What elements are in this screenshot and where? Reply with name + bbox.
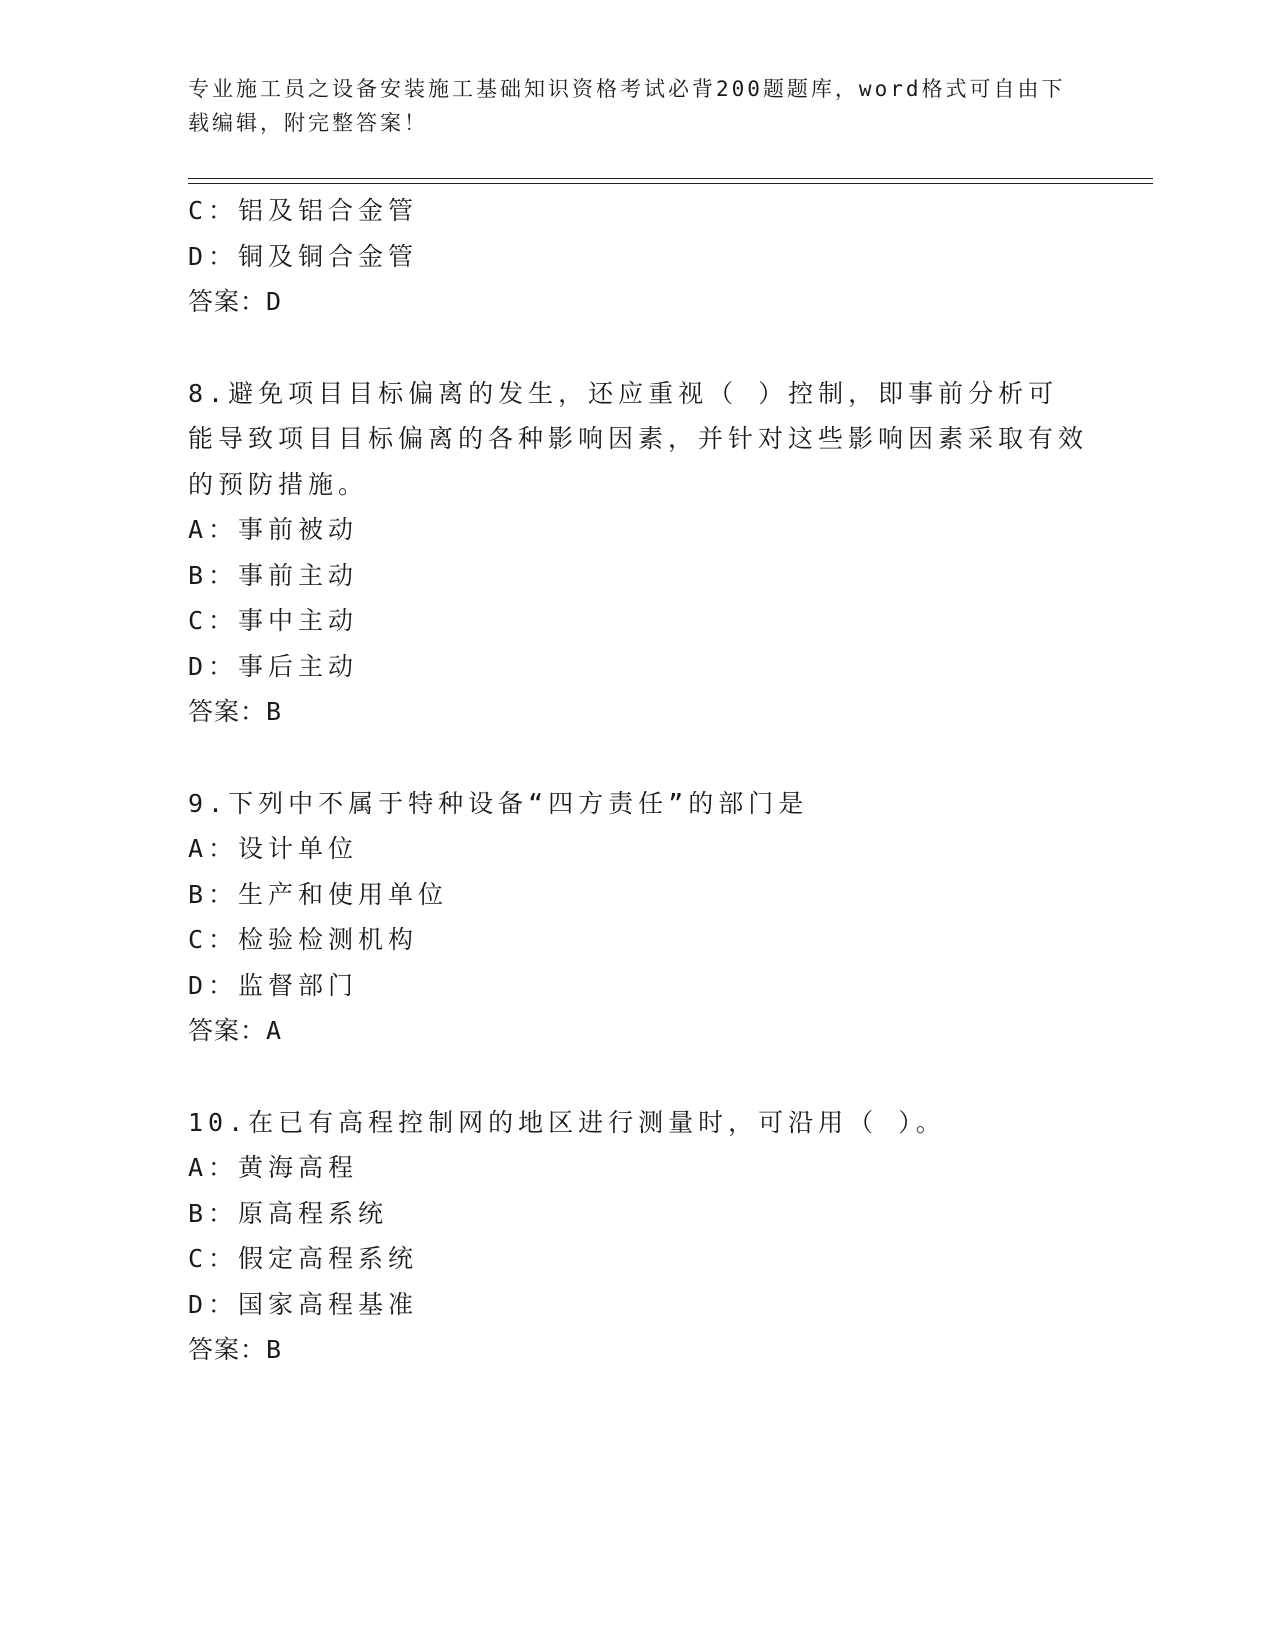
answer-line: 答案：B: [188, 1335, 283, 1364]
header-divider-line-secondary: [188, 183, 1153, 184]
answer-line: 答案：D: [188, 287, 283, 316]
question-stem: 8.避免项目目标偏离的发生，还应重视（ ）控制，即事前分析可能导致项目目标偏离的各种影响因素，并针对这些影响因素采取有效的预防措施。: [188, 378, 1089, 499]
answer-line: 答案：A: [188, 1016, 283, 1045]
option-c: C：事中主动: [188, 606, 359, 635]
question-block: [188, 781, 1088, 1054]
spacer: [188, 1054, 1088, 1100]
question-block: [188, 1100, 1088, 1373]
option-c: C：铝及铝合金管: [188, 196, 419, 225]
option-b: B：事前主动: [188, 560, 359, 590]
option-c: C：假定高程系统: [188, 1244, 419, 1273]
option-a: A：事前被动: [188, 515, 359, 544]
spacer: [188, 325, 1088, 371]
header-divider-line: [188, 178, 1153, 179]
question-stem: 10.在已有高程控制网的地区进行测量时，可沿用（ ）。: [188, 1107, 946, 1137]
option-b: B：原高程系统: [188, 1198, 389, 1228]
option-c: C：检验检测机构: [188, 925, 419, 954]
document-header: 专业施工员之设备安装施工基础知识资格考试必背200题题库，word格式可自由下载编辑，附完整答案！: [188, 77, 1066, 135]
question-content: [188, 188, 1088, 1373]
option-a: A：设计单位: [188, 834, 359, 863]
option-b: B：生产和使用单位: [188, 879, 449, 909]
question-fragment: [188, 188, 1088, 325]
option-d: D：国家高程基准: [188, 1289, 419, 1319]
option-a: A：黄海高程: [188, 1153, 359, 1182]
spacer: [188, 735, 1088, 781]
answer-line: 答案：B: [188, 697, 283, 726]
question-block: [188, 371, 1088, 735]
option-d: D：铜及铜合金管: [188, 241, 419, 271]
question-stem: 9.下列中不属于特种设备“四方责任”的部门是: [188, 788, 809, 818]
option-d: D：监督部门: [188, 970, 359, 1000]
option-d: D：事后主动: [188, 651, 359, 681]
